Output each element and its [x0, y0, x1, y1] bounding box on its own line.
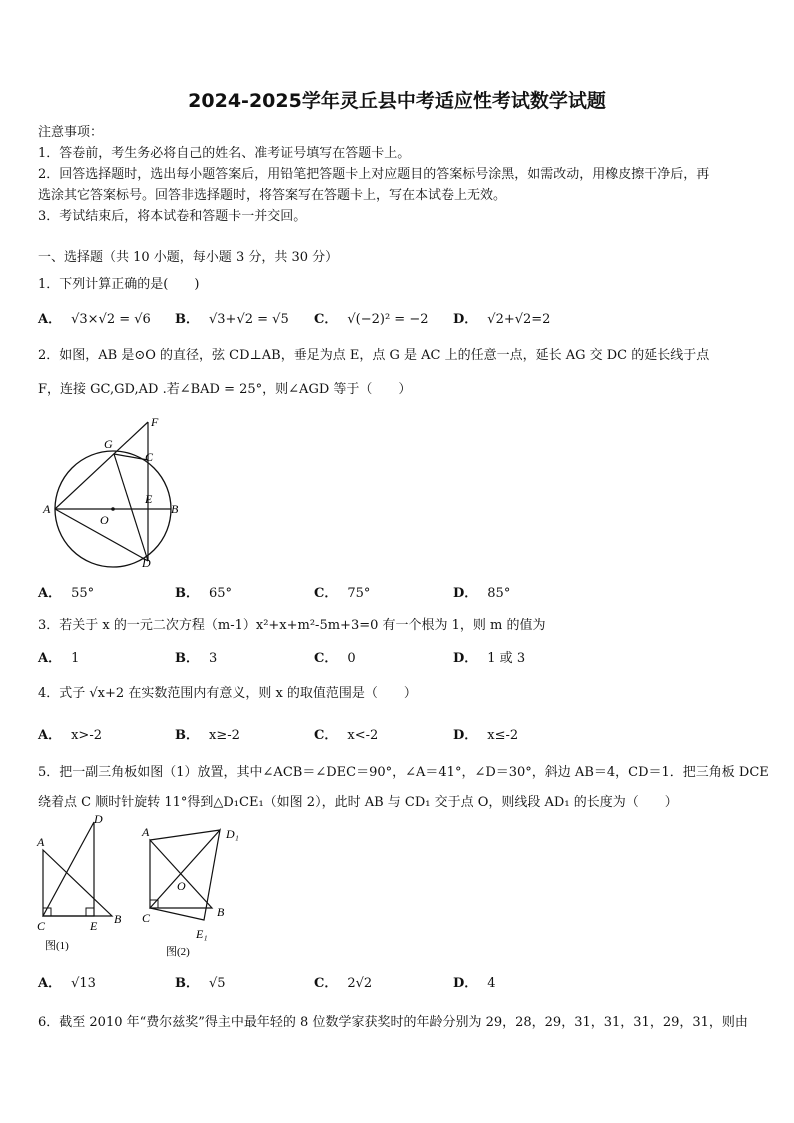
option-label: B． [175, 312, 199, 327]
option-label: C． [314, 976, 338, 991]
q4-stem: 4．式子 √x+2 在实数范围内有意义，则 x 的取值范围是（ ） [38, 686, 417, 701]
triangle-dce [43, 822, 94, 916]
triangle-acb [43, 850, 112, 916]
q3-option-c[interactable] [314, 647, 356, 666]
option-text: 4 [487, 976, 496, 991]
option-label: A． [38, 312, 62, 327]
option-label: D． [453, 976, 478, 991]
center-point [111, 507, 115, 511]
option-label: A． [38, 651, 62, 666]
q5-option-d[interactable] [453, 972, 496, 991]
label-e: E [90, 919, 98, 933]
line-gc [114, 454, 148, 460]
q4-option-d[interactable] [453, 724, 518, 743]
q5-figure-1 [34, 812, 126, 958]
option-label: A． [38, 728, 62, 743]
option-text: x>-2 [71, 728, 102, 743]
option-label: D． [453, 312, 478, 327]
q5-option-a[interactable] [38, 972, 96, 991]
right-angle-e [86, 908, 94, 916]
label-g: G [104, 437, 113, 451]
q2-option-b[interactable] [175, 582, 232, 601]
q3-option-b[interactable] [175, 647, 217, 666]
option-label: D． [453, 651, 478, 666]
notice-item-2-cont: 选涂其它答案标号。回答非选择题时，将答案写在答题卡上，写在本试卷上无效。 [38, 188, 507, 203]
label-d1: D₁ [226, 827, 239, 841]
option-label: B． [175, 976, 199, 991]
label-d: D [94, 812, 103, 826]
option-label: A． [38, 976, 62, 991]
q1-option-c[interactable] [314, 308, 428, 327]
notice-item-2: 2．回答选择题时，选出每小题答案后，用铅笔把答题卡上对应题目的答案标号涂黑，如需改动，用橡皮擦干净后，再 [38, 167, 710, 182]
q2-stem-line1: 2．如图，AB 是⊙O 的直径，弦 CD⊥AB，垂足为点 E，点 G 是 AC 上的任意一点，延长 AG 交 DC 的延长线于点 [38, 348, 710, 363]
option-text: 75° [347, 586, 371, 601]
option-label: C． [314, 728, 338, 743]
label-c: C [37, 919, 46, 933]
notice-heading: 注意事项： [38, 125, 104, 140]
triangle-d1ce1 [150, 830, 220, 920]
q1-option-a[interactable] [38, 308, 151, 327]
option-text: 65° [209, 586, 233, 601]
q2-option-c[interactable] [314, 582, 370, 601]
option-label: A． [38, 586, 62, 601]
label-a: A [43, 502, 51, 516]
label-d: D [142, 556, 151, 570]
option-text: √(−2)² = −2 [347, 312, 429, 327]
q2-circle-figure [38, 412, 188, 572]
q3-option-d[interactable] [453, 647, 525, 666]
q5-stem-line2: 绕着点 C 顺时针旋转 11°得到△D₁CE₁（如图 2），此时 AB 与 CD₁ 交于点 O，则线段 AD₁ 的长度为（ ） [38, 795, 678, 810]
label-e: E [145, 492, 153, 506]
option-label: C． [314, 312, 338, 327]
option-text: 85° [487, 586, 511, 601]
option-text: x≤-2 [487, 728, 519, 743]
q5-option-b[interactable] [175, 972, 226, 991]
label-b: B [217, 905, 225, 919]
option-text: 0 [347, 651, 356, 666]
label-o: O [177, 879, 186, 893]
option-text: √5 [209, 976, 226, 991]
q5-stem-line1: 5．把一副三角板如图（1）放置，其中∠ACB＝∠DEC＝90°，∠A＝41°，∠D＝30°，斜边 AB＝4，CD＝1．把三角板 DCE [38, 765, 769, 780]
option-label: B． [175, 651, 199, 666]
q1-option-b[interactable] [175, 308, 289, 327]
option-text: √3+√2 = √5 [209, 312, 289, 327]
option-label: D． [453, 728, 478, 743]
label-a: A [142, 825, 150, 839]
option-text: √3×√2 = √6 [71, 312, 151, 327]
label-c: C [145, 450, 154, 464]
label-e1: E₁ [196, 927, 208, 941]
option-text: 3 [209, 651, 218, 666]
label-f: F [151, 415, 159, 429]
option-label: B． [175, 586, 199, 601]
label-c: C [142, 911, 151, 925]
option-text: x<-2 [347, 728, 379, 743]
option-text: 55° [71, 586, 95, 601]
q5-figure-2 [140, 820, 250, 960]
line-af [55, 422, 148, 509]
option-text: √2+√2=2 [487, 312, 551, 327]
label-o: O [100, 513, 109, 527]
option-label: C． [314, 586, 338, 601]
option-text: x≥-2 [209, 728, 240, 743]
option-label: C． [314, 651, 338, 666]
q3-option-a[interactable] [38, 647, 79, 666]
q3-stem: 3．若关于 x 的一元二次方程（m-1）x²+x+m²-5m+3=0 有一个根为 1，则 m 的值为 [38, 618, 546, 633]
section-heading: 一、选择题（共 10 小题，每小题 3 分，共 30 分） [38, 250, 339, 265]
segment-ad1 [150, 830, 220, 840]
notice-item-1: 1．答卷前，考生务必将自己的姓名、准考证号填写在答题卡上。 [38, 146, 411, 161]
q2-stem-line2: F，连接 GC,GD,AD .若∠BAD = 25°，则∠AGD 等于（ ） [38, 382, 412, 397]
option-label: D． [453, 586, 478, 601]
option-text: √13 [71, 976, 96, 991]
option-text: 1 [71, 651, 80, 666]
option-text: 1 或 3 [487, 651, 526, 666]
q1-stem: 1．下列计算正确的是( ) [38, 277, 200, 292]
q4-option-b[interactable] [175, 724, 240, 743]
page-title: 2024-2025学年灵丘县中考适应性考试数学试题 [188, 90, 606, 112]
notice-item-3: 3．考试结束后，将本试卷和答题卡一并交回。 [38, 209, 307, 224]
q2-option-a[interactable] [38, 582, 94, 601]
figure-1-caption: 图(1) [45, 940, 69, 952]
label-a: A [37, 835, 45, 849]
option-label: B． [175, 728, 199, 743]
q1-option-d[interactable] [453, 308, 550, 327]
label-b: B [114, 912, 122, 926]
q5-option-c[interactable] [314, 972, 372, 991]
option-text: 2√2 [347, 976, 373, 991]
q4-option-c[interactable] [314, 724, 378, 743]
q4-option-a[interactable] [38, 724, 102, 743]
q2-option-d[interactable] [453, 582, 510, 601]
label-b: B [171, 502, 179, 516]
figure-2-caption: 图(2) [166, 946, 190, 958]
q6-stem: 6．截至 2010 年“费尔兹奖”得主中最年轻的 8 位数学家获奖时的年龄分别为 29，28，29，31，31，31，29，31，则由 [38, 1015, 748, 1030]
